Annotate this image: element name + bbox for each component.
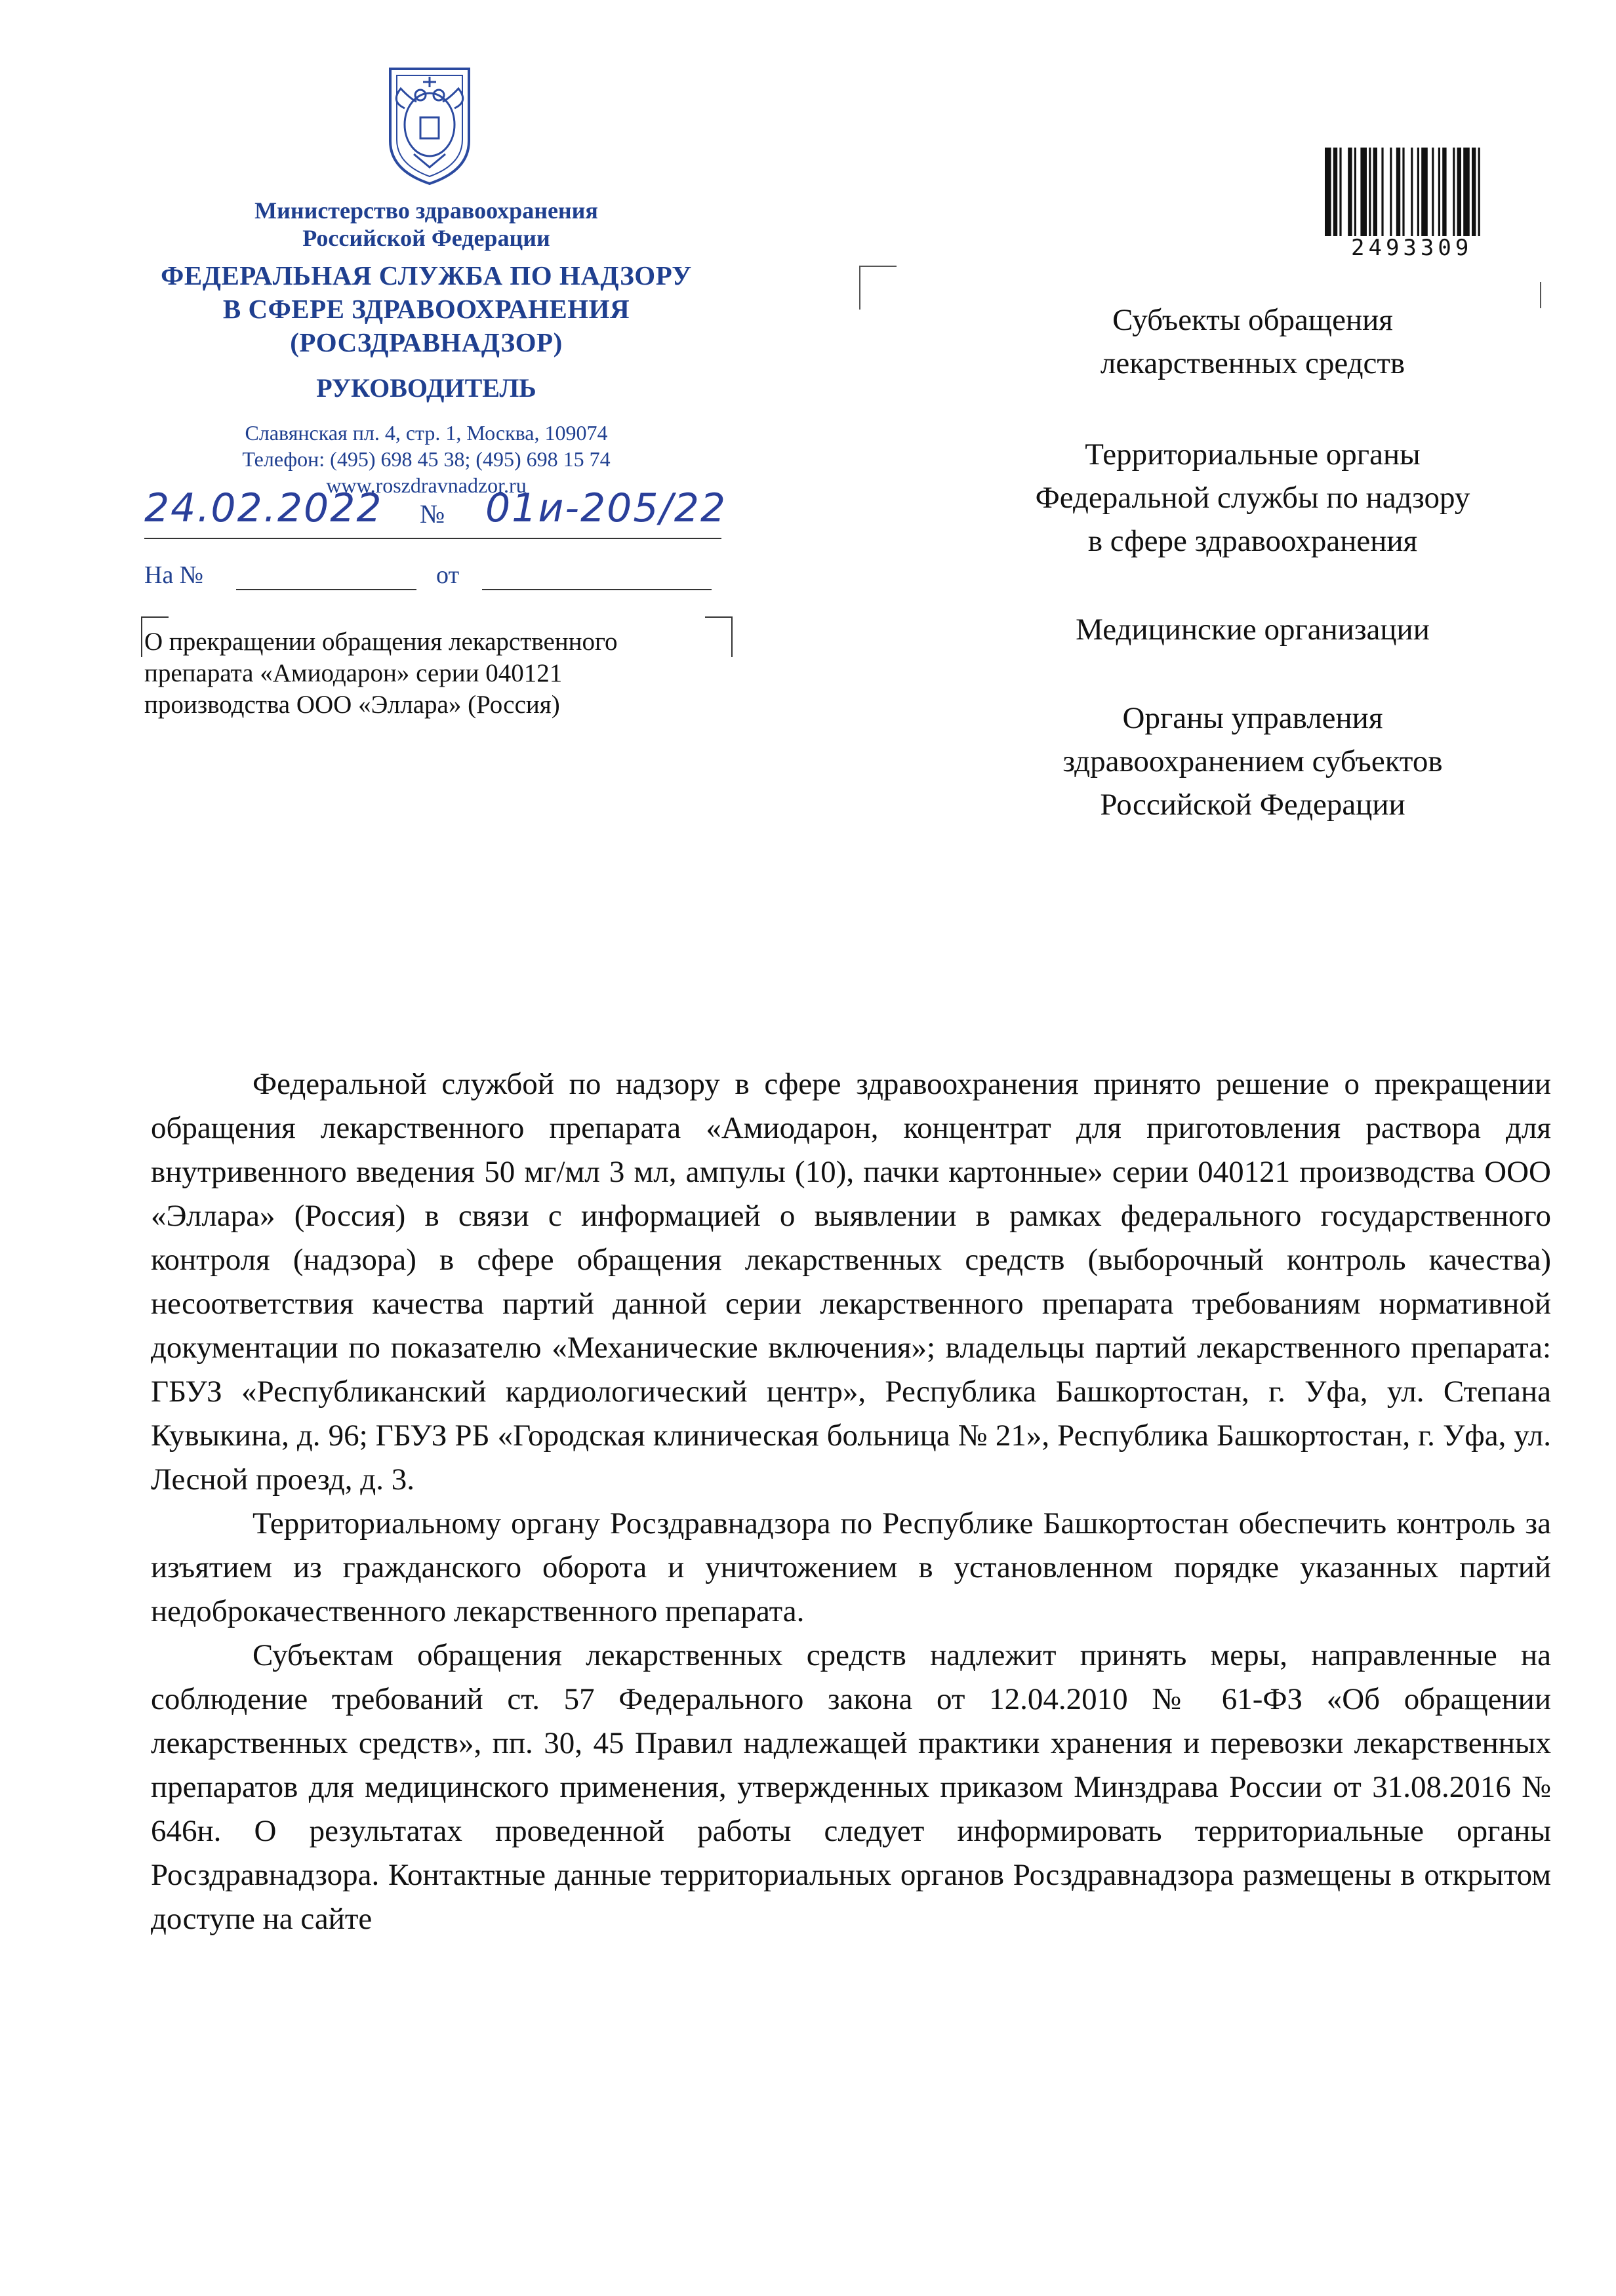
registration-number-label: № <box>420 499 445 529</box>
barcode-stripe <box>1478 148 1480 236</box>
addressee-line: Территориальные органы <box>1085 437 1421 472</box>
addressee-group <box>905 433 1600 563</box>
barcode-stripe <box>1333 148 1337 236</box>
barcode-stripe <box>1360 148 1367 236</box>
barcode-stripe <box>1381 148 1383 236</box>
barcode-stripe <box>1417 148 1419 236</box>
agency-line: (РОСЗДРАВНАДЗОР) <box>290 327 563 357</box>
agency-line: В СФЕРЕ ЗДРАВООХРАНЕНИЯ <box>222 294 630 324</box>
barcode-stripe <box>1411 148 1413 236</box>
barcode-stripe <box>1369 148 1371 236</box>
ministry-line: Российской Федерации <box>302 225 550 251</box>
addressee-group <box>905 298 1600 385</box>
barcode-stripe <box>1325 148 1331 236</box>
barcode-stripe <box>1390 148 1392 236</box>
addressee-line: здравоохранением субъектов <box>1062 744 1443 778</box>
subject-line: препарата «Амиодарон» серии 040121 <box>144 659 563 687</box>
letter-body <box>151 1062 1551 1941</box>
registration-date: 24.02.2022 <box>144 485 383 531</box>
body-paragraph: Федеральной службой по надзору в сфере здравоохранения принято решение о прекращении обращения лекарственного препарата «Амиодарон, концентрат для приготовления раствора для внутривенного введения 50 мг/мл 3 мл, ампулы (10), пачки картонные» серии 040121 производства ООО «Эллара» (Россия) в связи с информацией о выявлении в рамках федерального государственного контроля (надзора) в сфере обращения лекарственных средств (выборочный контроль качества) несоответствия качества партий данной серии лекарственного препарата требованиям нормативной документации по показателю «Механические включения»; владельцы партий лекарственного препарата: ГБУЗ «Республиканский кардиологический центр», Республика Башкортостан, г. Уфа, ул. Степана Кувыкина, д. 96; ГБУЗ РБ «Городская клиническая больница № 21», Республика Башкортостан, г. Уфа, ул. Лесной проезд, д. 3. <box>151 1067 1551 1497</box>
barcode-stripe <box>1339 148 1341 236</box>
subject-line: О прекращении обращения лекарственного <box>144 628 618 656</box>
barcode-stripe <box>1472 148 1476 236</box>
barcode-stripe <box>1348 148 1352 236</box>
addressee-group <box>905 696 1600 826</box>
address-bracket-left <box>859 266 897 310</box>
reference-date-field <box>482 589 712 590</box>
address: Славянская пл. 4, стр. 1, Москва, 109074 <box>245 421 608 445</box>
reference-from-label: от <box>436 561 460 589</box>
addressee-line: лекарственных средств <box>1100 346 1405 380</box>
body-paragraph: Субъектам обращения лекарственных средств надлежит принять меры, направленные на соблюдение требований ст. 57 Федерального закона от 12.04.2010 № 61-ФЗ «Об обращении лекарственных средств», пп. 30, 45 Правил надлежащей практики хранения и перевозки лекарственных препаратов для медицинского применения, утвержденных приказом Минздрава России от 31.08.2016 № 646н. О результатах проведенной работы следует информировать территориальные органы Росздравнадзора. Контактные данные территориальных органов Росздравнадзора размещены в открытом доступе на сайте <box>151 1638 1551 1936</box>
barcode-stripe <box>1421 148 1428 236</box>
agency-line: ФЕДЕРАЛЬНАЯ СЛУЖБА ПО НАДЗОРУ <box>161 260 692 291</box>
addressee-line: Субъекты обращения <box>1112 303 1393 337</box>
registration-number: 01и-205/22 <box>485 485 727 531</box>
barcode-stripe <box>1442 148 1446 236</box>
reference-number-label: На № <box>144 561 204 589</box>
barcode-stripe <box>1432 148 1434 236</box>
ministry-name <box>138 197 715 252</box>
addressee-group <box>905 608 1600 651</box>
barcode-stripe <box>1396 148 1400 236</box>
barcode-stripe <box>1438 148 1440 236</box>
coat-of-arms-emblem <box>377 62 482 187</box>
ministry-line: Министерство здравоохранения <box>254 197 598 224</box>
barcode-stripe <box>1402 148 1404 236</box>
registration-underline <box>144 538 721 539</box>
barcode-stripe <box>1373 148 1377 236</box>
addressee-line: Российской Федерации <box>1100 788 1405 822</box>
agency-name <box>125 259 728 359</box>
website-link: www.roszdravnadzor.ru <box>326 473 527 497</box>
phone: Телефон: (495) 698 45 38; (495) 698 15 74 <box>242 447 611 471</box>
addressee-line: Медицинские организации <box>1076 613 1430 647</box>
addressee-line: Органы управления <box>1122 701 1383 735</box>
reference-number-field <box>236 589 416 590</box>
subject-line: производства ООО «Эллара» (Россия) <box>144 691 560 719</box>
barcode <box>1325 148 1529 236</box>
barcode-stripe <box>1463 148 1470 236</box>
body-paragraph: Территориальному органу Росздравнадзора по Республике Башкортостан обеспечить контроль за изъятием из гражданского оборота и уничтожением в установленном порядке указанных партий недоброкачественного лекарственного препарата. <box>151 1506 1551 1628</box>
barcode-stripe <box>1457 148 1461 236</box>
role-title: РУКОВОДИТЕЛЬ <box>316 373 536 403</box>
barcode-stripe <box>1453 148 1455 236</box>
subject-block <box>144 626 735 721</box>
addressee-line: в сфере здравоохранения <box>1087 524 1418 558</box>
barcode-number: 2493309 <box>1351 235 1473 261</box>
addressee-line: Федеральной службы по надзору <box>1035 481 1470 515</box>
barcode-stripe <box>1354 148 1356 236</box>
